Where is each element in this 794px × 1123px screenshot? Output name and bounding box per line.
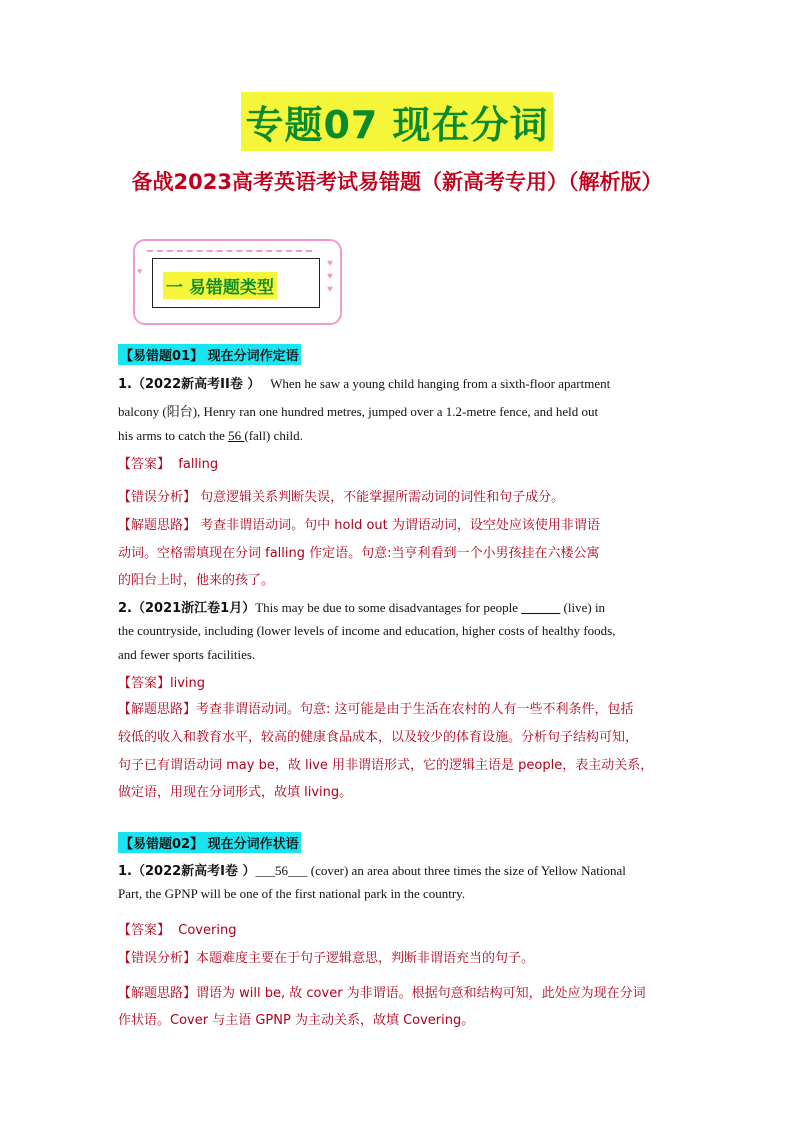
solution-line: 动词。空格需填现在分词 falling 作定语。句意:当亨利看到一个小男孩挂在六楼公寓 — [118, 546, 600, 561]
title-text: 专题07 现在分词 — [241, 92, 552, 151]
error-analysis-line — [118, 486, 564, 505]
question-line: balcony (阳台), Henry ran one hundred metres, jumped over a 1.2-metre fence, and held out — [118, 404, 599, 419]
error-text: 句意逻辑关系判断失误，不能掌握所需动词的词性和句子成分。 — [200, 490, 565, 505]
question-line: Part, the GPNP will be one of the first national park in the country. — [118, 886, 466, 901]
question-source: 2.（2021浙江卷1月） — [118, 601, 256, 616]
answer-label: 【答案】 — [118, 457, 171, 472]
solution-line: 句子已有谓语动词 may be，故 live 用非谓语形式，它的逻辑主语是 people，表主动关系， — [118, 758, 654, 773]
question-text: (live) in — [560, 600, 606, 615]
question-source: 1.（2022新高考II卷 ） — [118, 377, 261, 392]
question-line — [118, 860, 626, 879]
solution-line: 做定语，用现在分词形式，故填 living。 — [118, 785, 353, 800]
solution-text: 考查非谓语动词。句意: 这可能是由于生活在农村的人有一些不利条件，包括 — [196, 702, 634, 717]
type-label-frame — [152, 258, 320, 308]
answer-value: falling — [178, 457, 219, 472]
error-text: 本题难度主要在于句子逻辑意思，判断非谓语充当的句子。 — [196, 951, 535, 966]
error-label: 【错误分析】 — [118, 951, 197, 966]
question-line: the countryside, including (lower levels of income and education, higher costs of healthy foods, — [118, 623, 616, 638]
question-text: When he saw a young child hanging from a sixth-floor apartment — [270, 376, 611, 391]
page-title — [0, 92, 794, 151]
question-text: (cover) an area about three times the size of Yellow National — [307, 863, 626, 878]
question-text: his arms to catch the — [118, 428, 229, 443]
solution-line — [118, 982, 646, 1001]
answer-label: 【答案】 — [118, 923, 171, 938]
question-line — [118, 373, 610, 392]
question-line: and fewer sports facilities. — [118, 647, 256, 662]
solution-label: 【解题思路】 — [118, 518, 197, 533]
page-subtitle: 备战2023高考英语考试易错题（新高考专用）（解析版） — [131, 170, 663, 194]
section-heading: 【易错题02】 现在分词作状语 — [118, 832, 301, 853]
question-text: This may be due to some disadvantages for people — [255, 600, 522, 615]
solution-line — [118, 698, 634, 717]
answer-value: living — [170, 676, 206, 691]
section-type-box — [133, 239, 342, 325]
hearts-decoration-icon: ♥ ♥ ♥ — [327, 258, 333, 295]
error-analysis-line — [118, 947, 534, 966]
answer-blank: 56 — [228, 428, 245, 443]
answer-line — [118, 453, 218, 472]
type-label: 一 易错题类型 — [163, 272, 277, 299]
question-line — [118, 597, 605, 616]
solution-line: 作状语。Cover 与主语 GPNP 为主动关系，故填 Covering。 — [118, 1013, 475, 1028]
answer-line — [118, 919, 236, 938]
solution-label: 【解题思路】 — [118, 702, 197, 717]
dashed-decoration — [147, 250, 312, 252]
answer-line — [118, 672, 205, 691]
question-source: 1.（2022新高考I卷 ） — [118, 864, 256, 879]
solution-text: 谓语为 will be, 故 cover 为非谓语。根据句意和结构可知，此处应为现在分词 — [196, 986, 646, 1001]
answer-value: Covering — [178, 923, 237, 938]
question-line — [118, 428, 303, 444]
answer-blank: ___56___ — [255, 863, 308, 878]
question-text: (fall) child. — [244, 428, 303, 443]
answer-label: 【答案】 — [118, 676, 171, 691]
heart-icon: ♥ — [137, 266, 143, 276]
solution-text: 考查非谓语动词。句中 hold out 为谓语动词，设空处应该使用非谓语 — [200, 518, 600, 533]
solution-line: 的阳台上时，他来的孩了。 — [118, 573, 275, 588]
error-label: 【错误分析】 — [118, 490, 197, 505]
solution-line — [118, 514, 600, 533]
section-heading: 【易错题01】 现在分词作定语 — [118, 344, 301, 365]
answer-blank: ______ — [521, 600, 561, 615]
solution-label: 【解题思路】 — [118, 986, 197, 1001]
solution-line: 较低的收入和教育水平，较高的健康食品成本，以及较少的体育设施。分析句子结构可知， — [118, 730, 639, 745]
